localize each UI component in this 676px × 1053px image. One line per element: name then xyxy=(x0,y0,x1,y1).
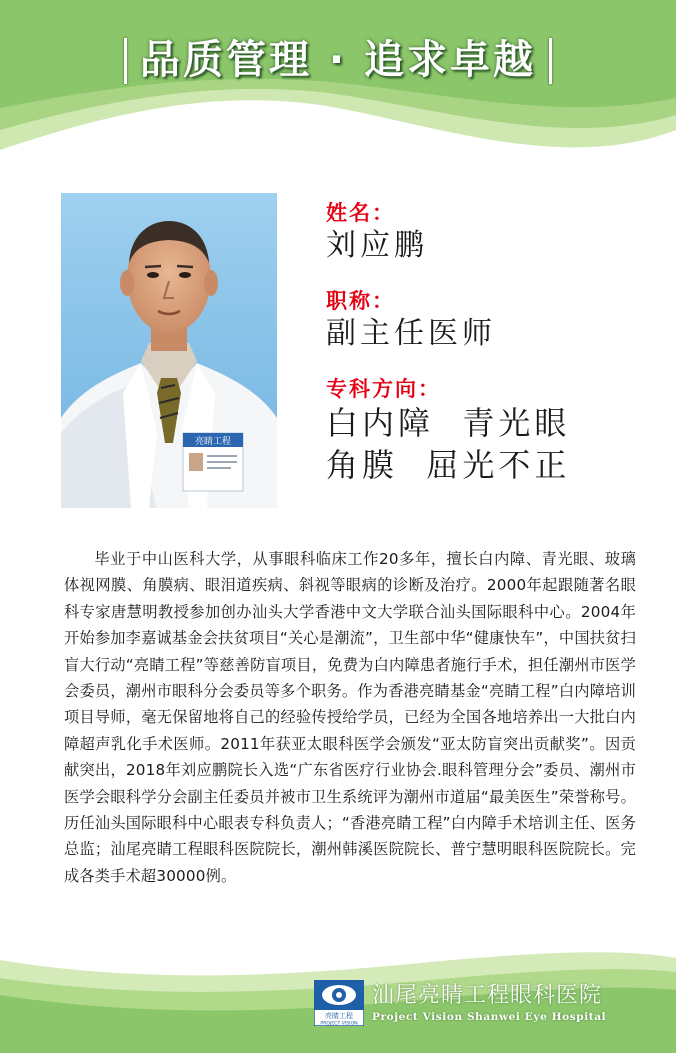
title-label: 职称： xyxy=(326,289,395,313)
doctor-bio: 毕业于中山医科大学，从事眼科临床工作20多年，擅长白内障、青光眼、玻璃体视网膜、角膜病、眼泪道疾病、斜视等眼病的诊断及治疗。2000年起跟随著名眼科专家唐慧明教授参加创办汕头大学香港中文大学联合汕头国际眼科中心。2004年开始参加李嘉诚基金会扶贫项目“关心是潮流”，卫生部中华“健康快车”，中国扶贫扫盲大行动“亮睛工程”等慈善防盲项目，免费为白内障患者施行手术，担任潮州市医学会委员，潮州市眼科分会委员等多个职务。作为香港亮睛基金“亮睛工程”白内障培训项目导师，毫无保留地将自己的经验传授给学员，已经为全国各地培养出一大批白内障超声乳化手术医师。2011年获亚太眼科医学会颁发“亚太防盲突出贡献奖”。因贡献突出，2018年刘应鹏院长入选“广东省医疗行业协会.眼科管理分会”委员、潮州市医学会眼科学分会副主任委员并被市卫生系统评为潮州市道届“最美医生”荣誉称号。历任汕头国际眼科中心眼表专科负责人；“香港亮睛工程”白内障手术培训主任、医务总监；汕尾亮睛工程眼科医院院长，潮州韩溪医院院长、普宁慧明眼科医院院长。完成各类手术超30000例。 xyxy=(64,550,636,885)
photo-badge-text: 亮睛工程 xyxy=(194,437,232,447)
name-block xyxy=(326,200,656,266)
doctor-title: 副主任医师 xyxy=(326,316,496,351)
logo-text-top: 亮睛工程 xyxy=(325,1012,353,1020)
header-right-bar xyxy=(549,38,552,84)
specialty-line-2: 角膜 屈光不正 xyxy=(326,446,571,484)
header-title-text: 品质管理 · 追求卓越 xyxy=(139,37,537,83)
logo-text-bottom: PROJECT VISION xyxy=(320,1021,358,1026)
specialty-block xyxy=(326,376,656,486)
header-left-bar xyxy=(124,38,127,84)
specialty-label: 专科方向： xyxy=(326,377,441,401)
doctor-photo xyxy=(61,193,277,508)
doctor-info xyxy=(326,200,656,508)
hospital-logo xyxy=(314,980,364,1026)
name-label: 姓名： xyxy=(326,201,395,225)
doctor-name: 刘应鹏 xyxy=(326,228,428,263)
specialty-line-1: 白内障 青光眼 xyxy=(326,404,571,442)
title-block xyxy=(326,288,656,354)
header xyxy=(0,32,676,88)
header-title xyxy=(130,32,546,88)
hospital-name-en: Project Vision Shanwei Eye Hospital xyxy=(372,1011,607,1023)
hospital-name: 汕尾亮睛工程眼科医院 xyxy=(372,983,603,1008)
